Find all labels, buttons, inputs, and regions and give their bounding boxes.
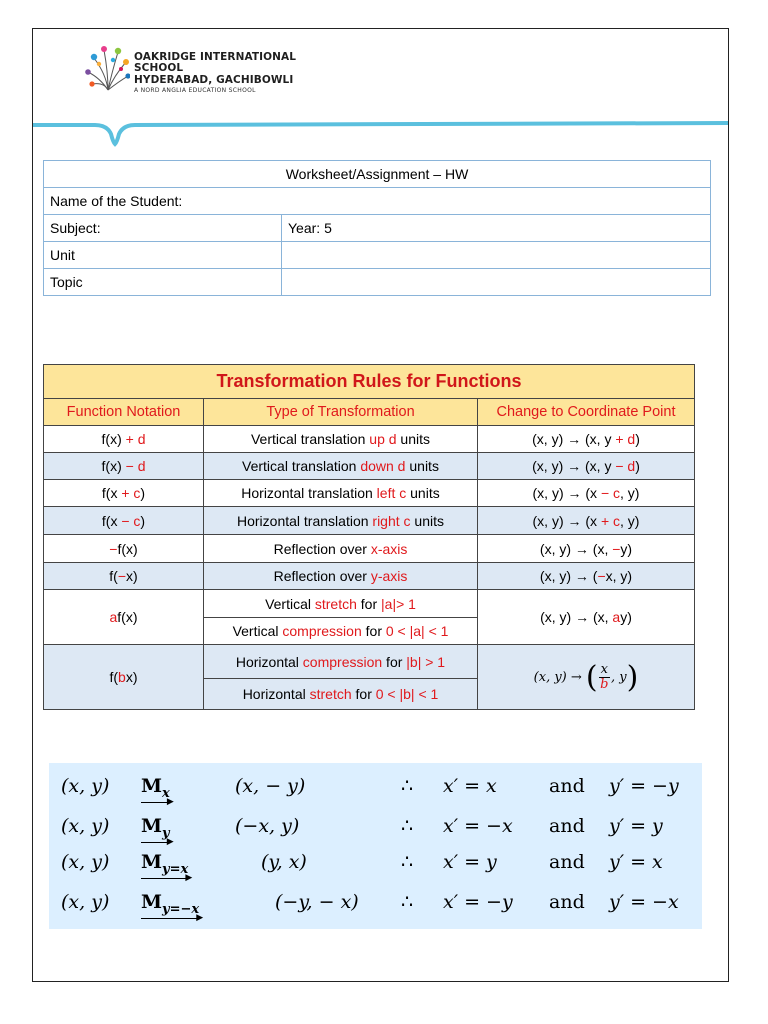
school-name: OAKRIDGE INTERNATIONAL SCHOOL <box>134 51 297 74</box>
type-cell: Vertical stretch for |a|> 1 <box>204 590 478 618</box>
topic-label: Topic <box>44 269 282 296</box>
equation-row <box>49 885 702 921</box>
equation-row <box>49 769 702 805</box>
equation-result: (x, − y) <box>235 775 306 797</box>
coordinate-cell: (x, y) → (x, y + d) <box>478 426 695 453</box>
table-row <box>44 426 695 453</box>
equation-point: (x, y) <box>61 815 110 837</box>
notation-cell: f(−x) <box>44 563 204 590</box>
notation-cell: f(x) − d <box>44 453 204 480</box>
unit-field[interactable] <box>282 242 711 269</box>
therefore-symbol: ∴ <box>401 815 414 837</box>
student-name-field[interactable]: Name of the Student: <box>44 188 711 215</box>
coordinate-cell: (x, y) → (x, −y) <box>478 535 695 563</box>
coordinate-cell: (x, y) → (x − c, y) <box>478 480 695 507</box>
worksheet-heading: Worksheet/Assignment – HW <box>44 161 711 188</box>
equation-row <box>49 809 702 845</box>
notation-cell: f(x − c) <box>44 507 204 535</box>
therefore-symbol: ∴ <box>401 891 414 913</box>
type-cell: Horizontal translation left c units <box>204 480 478 507</box>
notation-cell: af(x) <box>44 590 204 645</box>
school-location: HYDERABAD, GACHIBOWLI <box>134 74 294 86</box>
therefore-symbol: ∴ <box>401 775 414 797</box>
x-equation: x′ = y <box>443 851 497 873</box>
and-word: and <box>549 775 585 797</box>
equation-result: (y, x) <box>261 851 307 873</box>
type-cell: Vertical translation down d units <box>204 453 478 480</box>
worksheet-info-table <box>43 160 711 296</box>
equation-result: (−y, − x) <box>275 891 359 913</box>
school-logo <box>84 44 334 94</box>
type-cell: Reflection over y-axis <box>204 563 478 590</box>
x-equation: x′ = x <box>443 775 497 797</box>
mapping-operator: $M_x$ ▶ <box>141 775 174 807</box>
subject-field[interactable]: Subject: <box>44 215 282 242</box>
mapping-operator: $M_y$ ▶ <box>141 815 174 847</box>
notation-cell: f(x + c) <box>44 480 204 507</box>
and-word: and <box>549 851 585 873</box>
coordinate-cell: (x, y) → (−x, y) <box>478 563 695 590</box>
coordinate-cell: (x, y) → (x, y − d) <box>478 453 695 480</box>
y-equation: y′ = −x <box>609 891 679 913</box>
type-cell: Vertical compression for 0 < |a| < 1 <box>204 618 478 645</box>
table-row <box>44 507 695 535</box>
mapping-operator: $M_{y=x}$ ▶ <box>141 851 193 883</box>
equation-point: (x, y) <box>61 851 110 873</box>
table-row <box>44 645 695 679</box>
year-field[interactable]: Year: 5 <box>282 215 711 242</box>
table-row <box>44 480 695 507</box>
mapping-operator: $M_{y=-x}$ ▶ <box>141 891 204 923</box>
coordinate-cell: (x, y) → (x + c, y) <box>478 507 695 535</box>
y-equation: y′ = y <box>609 815 663 837</box>
reflection-equations-box <box>49 763 702 929</box>
therefore-symbol: ∴ <box>401 851 414 873</box>
table-row <box>44 563 695 590</box>
header-function-notation: Function Notation <box>44 399 204 426</box>
and-word: and <box>549 891 585 913</box>
school-tagline: A NORD ANGLIA EDUCATION SCHOOL <box>134 86 256 94</box>
header-type-of-transformation: Type of Transformation <box>204 399 478 426</box>
y-equation: y′ = −y <box>609 775 679 797</box>
notation-cell: −f(x) <box>44 535 204 563</box>
school-emblem-icon <box>84 44 130 94</box>
type-cell: Vertical translation up d units <box>204 426 478 453</box>
topic-field[interactable] <box>282 269 711 296</box>
header-wave-divider <box>33 112 728 152</box>
equation-result: (−x, y) <box>235 815 300 837</box>
transformation-rules-table <box>43 364 695 710</box>
and-word: and <box>549 815 585 837</box>
coordinate-cell: (x, y) → ( $\frac{x}{b}$ , y) <box>478 645 695 710</box>
type-cell: Horizontal stretch for 0 < |b| < 1 <box>204 679 478 710</box>
type-cell: Horizontal compression for |b| > 1 <box>204 645 478 679</box>
header-coordinate-change: Change to Coordinate Point <box>478 399 695 426</box>
table-row <box>44 590 695 618</box>
x-equation: x′ = −y <box>443 891 513 913</box>
equation-row <box>49 845 702 881</box>
table-row <box>44 535 695 563</box>
x-equation: x′ = −x <box>443 815 513 837</box>
type-cell: Reflection over x-axis <box>204 535 478 563</box>
table-row <box>44 453 695 480</box>
y-equation: y′ = x <box>609 851 663 873</box>
equation-point: (x, y) <box>61 891 110 913</box>
unit-label: Unit <box>44 242 282 269</box>
rules-title: Transformation Rules for Functions <box>44 365 695 399</box>
notation-cell: f(bx) <box>44 645 204 710</box>
notation-cell: f(x) + d <box>44 426 204 453</box>
equation-point: (x, y) <box>61 775 110 797</box>
type-cell: Horizontal translation right c units <box>204 507 478 535</box>
coordinate-cell: (x, y) → (x, ay) <box>478 590 695 645</box>
